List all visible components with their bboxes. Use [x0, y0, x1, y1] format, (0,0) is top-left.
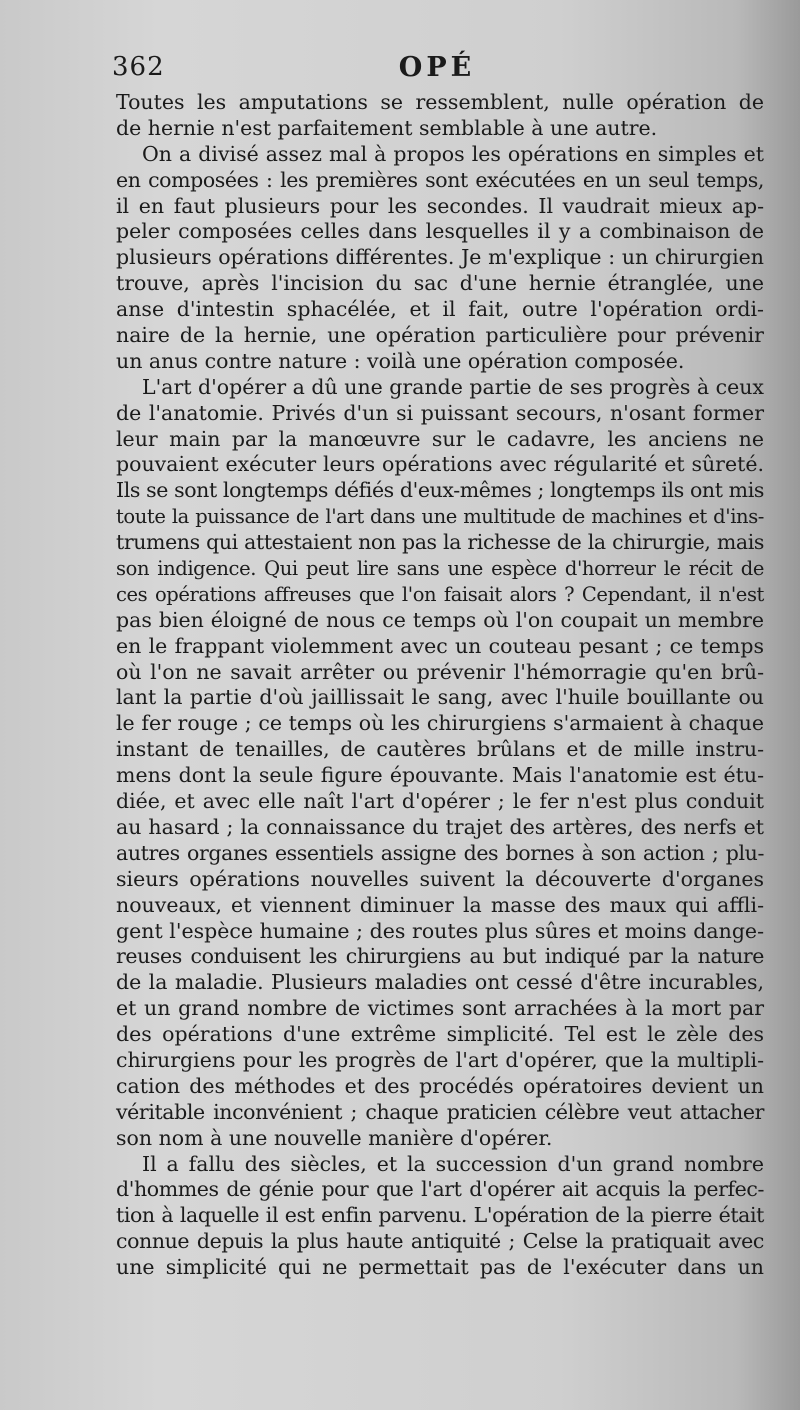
text-line: en le frappant violemment avec un couteau pesant ; ce temps: [116, 633, 764, 658]
text-line: connue depuis la plus haute antiquité ; Celse la pratiquait avec: [116, 1229, 764, 1254]
page-header: [112, 52, 762, 92]
text-line: trouve, après l'incision du sac d'une hernie étranglée, une: [116, 271, 764, 296]
text-line: sieurs opérations nouvelles suivent la découverte d'organes: [116, 866, 764, 891]
text-line: Toutes les amputations se ressemblent, nulle opération de: [116, 90, 764, 114]
text-line: instant de tenailles, de cautères brûlans et de mille instru-: [116, 737, 764, 762]
text-line: nouveaux, et viennent diminuer la masse des maux qui affli-: [116, 892, 764, 917]
text-line: un anus contre nature : voilà une opération composée.: [116, 348, 685, 373]
text-line: il en faut plusieurs pour les secondes. Il vaudrait mieux ap-: [116, 193, 764, 218]
text-line: Ils se sont longtemps défiés d'eux-mêmes ; longtemps ils ont mis: [116, 478, 764, 503]
text-line: peler composées celles dans lesquelles il y a combinaison de: [116, 219, 764, 244]
text-line: où l'on ne savait arrêter ou prévenir l'hémorragie qu'en brû-: [116, 659, 764, 684]
text-line: toute la puissance de l'art dans une multitude de machines et d'ins-: [116, 505, 764, 529]
text-line: Il a fallu des siècles, et la succession d'un grand nombre: [142, 1151, 764, 1176]
text-line: anse d'intestin sphacélée, et il fait, outre l'opération ordi-: [116, 297, 764, 322]
text-line: L'art d'opérer a dû une grande partie de ses progrès à ceux: [142, 374, 764, 399]
text-line: son indigence. Qui peut lire sans une espèce d'horreur le récit de: [116, 557, 764, 581]
text-line: en composées : les premières sont exécutées en un seul temps,: [116, 167, 764, 192]
text-line: d'hommes de génie pour que l'art d'opérer ait acquis la perfec-: [116, 1177, 764, 1202]
page-number: 362: [112, 52, 165, 82]
text-line: mens dont la seule figure épouvante. Mais l'anatomie est étu-: [116, 763, 764, 788]
text-line: plusieurs opérations différentes. Je m'explique : un chirurgien: [116, 245, 764, 270]
text-line: reuses conduisent les chirurgiens au but indiqué par la nature: [116, 944, 764, 969]
text-line: véritable inconvénient ; chaque praticien célèbre veut attacher: [116, 1099, 764, 1124]
text-line: leur main par la manœuvre sur le cadavre, les anciens ne: [116, 426, 764, 451]
text-line: chirurgiens pour les progrès de l'art d'opérer, que la multipli-: [116, 1047, 764, 1072]
text-line: au hasard ; la connaissance du trajet des artères, des nerfs et: [116, 814, 764, 839]
text-line: gent l'espèce humaine ; des routes plus sûres et moins dange-: [116, 918, 764, 943]
text-line: On a divisé assez mal à propos les opérations en simples et: [142, 141, 764, 166]
text-line: pas bien éloigné de nous ce temps où l'on coupait un membre: [116, 607, 764, 632]
text-line: pouvaient exécuter leurs opérations avec régularité et sûreté.: [116, 452, 764, 477]
body-text: [116, 90, 764, 1281]
text-line: de hernie n'est parfaitement semblable à une autre.: [116, 115, 658, 140]
running-head: OPÉ: [398, 52, 476, 83]
text-line: une simplicité qui ne permettait pas de l'exécuter dans un: [116, 1255, 764, 1280]
text-line: lant la partie d'où jaillissait le sang, avec l'huile bouillante ou: [116, 685, 764, 710]
text-line: ces opérations affreuses que l'on faisait alors ? Cependant, il n'est: [116, 582, 764, 606]
text-line: de l'anatomie. Privés d'un si puissant secours, n'osant former: [116, 400, 764, 425]
text-line: et un grand nombre de victimes sont arrachées à la mort par: [116, 996, 764, 1021]
text-line: de la maladie. Plusieurs maladies ont cessé d'être incurables,: [116, 970, 764, 995]
text-line: trumens qui attestaient non pas la richesse de la chirurgie, mais: [116, 530, 764, 555]
text-line: naire de la hernie, une opération particulière pour prévenir: [116, 323, 764, 348]
text-line: diée, et avec elle naît l'art d'opérer ; le fer n'est plus conduit: [116, 789, 764, 814]
text-line: son nom à une nouvelle manière d'opérer.: [116, 1125, 553, 1150]
text-line: des opérations d'une extrême simplicité. Tel est le zèle des: [116, 1022, 764, 1047]
text-line: autres organes essentiels assigne des bornes à son action ; plu-: [116, 840, 764, 865]
text-line: cation des méthodes et des procédés opératoires devient un: [116, 1073, 764, 1098]
text-line: tion à laquelle il est enfin parvenu. L'opération de la pierre était: [116, 1203, 764, 1228]
text-line: le fer rouge ; ce temps où les chirurgiens s'armaient à chaque: [116, 711, 764, 736]
